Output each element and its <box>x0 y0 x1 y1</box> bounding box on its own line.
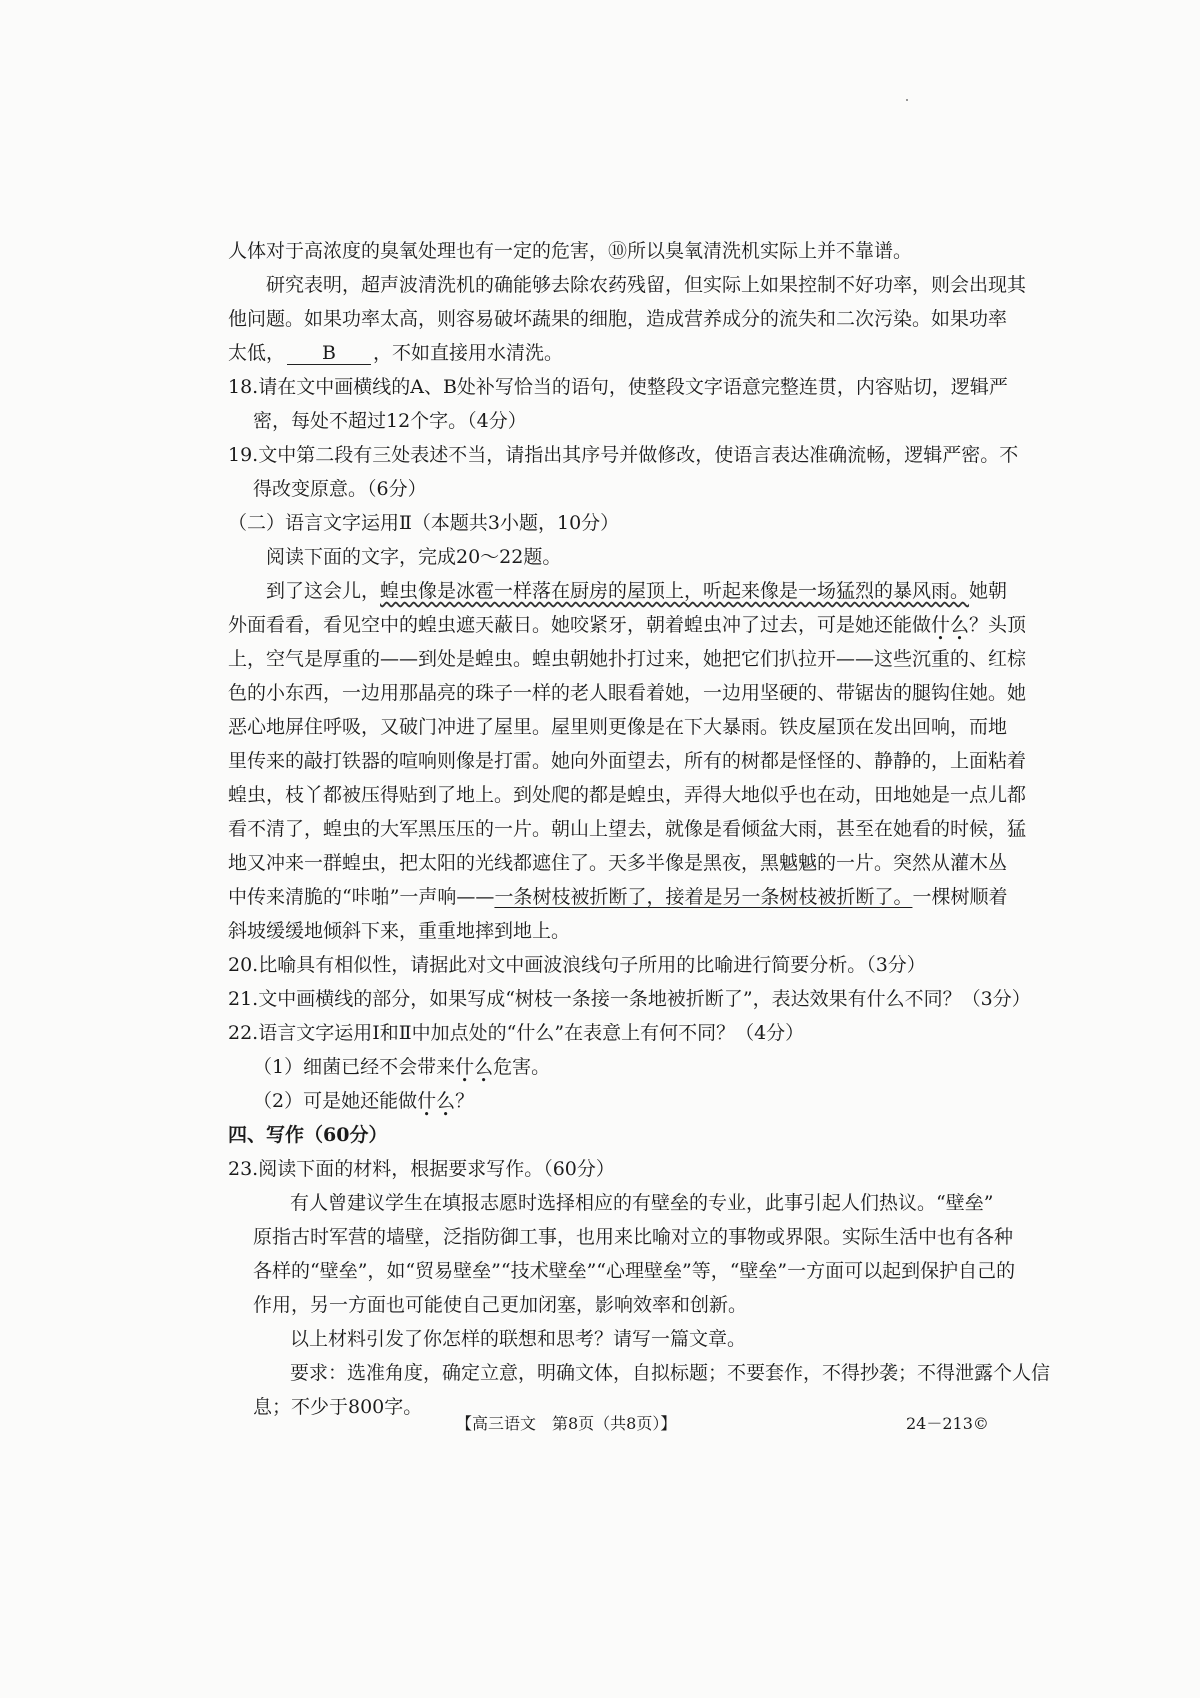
text-line: 得改变原意。（6分） <box>253 478 427 500</box>
text-line: 上，空气是厚重的——到处是蝗虫。蝗虫朝她扑打过来，她把它们扒拉开——这些沉重的、红棕 <box>228 648 1027 670</box>
text-line: 研究表明，超声波清洗机的确能够去除农药残留，但实际上如果控制不好功率，则会出现其 <box>266 274 1027 296</box>
text-line: 蝗虫，枝丫都被压得贴到了地上。到处爬的都是蝗虫，弄得大地似乎也在动，田地她是一点儿都 <box>228 784 1027 806</box>
text-line: 息；不少于800字。 <box>253 1396 423 1418</box>
dotted-char: 么 <box>950 614 970 636</box>
text-fragment: ？头顶 <box>969 614 1027 636</box>
text-line <box>228 880 1008 914</box>
text-line: 看不清了，蝗虫的大军黑压压的一片。朝山上望去，就像是看倾盆大雨，甚至在她看的时候，猛 <box>228 818 1027 840</box>
text-fragment: （1）细菌已经不会带来 <box>253 1056 456 1078</box>
text-line: 人体对于高浓度的臭氧处理也有一定的危害，⑩所以臭氧清洗机实际上并不靠谱。 <box>228 240 913 262</box>
text-line <box>228 336 988 370</box>
blank-b: B <box>287 342 371 365</box>
text-line: 里传来的敲打铁器的喧响则像是打雷。她向外面望去，所有的树都是怪怪的、静静的，上面粘着 <box>228 750 1027 772</box>
dotted-char: 什 <box>931 614 951 636</box>
dotted-char: 么 <box>436 1090 456 1112</box>
exam-code: 24－213© <box>906 1414 989 1433</box>
section-heading: （二）语言文字运用Ⅱ（本题共3小题，10分） <box>228 512 620 534</box>
text-line: 他问题。如果功率太高，则容易破坏蔬果的细胞，造成营养成分的流失和二次污染。如果功率 <box>228 308 1008 330</box>
page-content <box>228 234 1051 1424</box>
text-fragment: 到了这会儿， <box>266 580 381 602</box>
text-line: 作用，另一方面也可能使自己更加闭塞，影响效率和创新。 <box>253 1294 748 1316</box>
text-fragment: （2）可是她还能做 <box>253 1090 418 1112</box>
underlined-sentence: 一条树枝被折断了，接着是另一条树枝被折断了。 <box>494 886 913 908</box>
text-fragment: 危害。 <box>493 1056 551 1078</box>
sub-item-1 <box>228 1050 988 1084</box>
wavy-underlined-sentence: 蝗虫像是冰雹一样落在厨房的屋顶上，听起来像是一场猛烈的暴风雨。 <box>380 580 970 602</box>
question-21: 21.文中画横线的部分，如果写成“树枝一条接一条地被折断了”，表达效果有什么不同？（3分） <box>228 988 1031 1010</box>
text-fragment: 一棵树顺着 <box>912 886 1008 908</box>
dotted-char: 么 <box>474 1056 494 1078</box>
text-line: 恶心地屏住呼吸，又破门冲进了屋里。屋里则更像是在下大暴雨。铁皮屋顶在发出回响，而地 <box>228 716 1008 738</box>
text-line: 阅读下面的文字，完成20～22题。 <box>266 546 562 568</box>
text-line: 以上材料引发了你怎样的联想和思考？请写一篇文章。 <box>290 1328 747 1350</box>
text-line: 有人曾建议学生在填报志愿时选择相应的有壁垒的专业，此事引起人们热议。“壁垒” <box>290 1192 994 1214</box>
question-22: 22.语言文字运用Ⅰ和Ⅱ中加点处的“什么”在表意上有何不同？（4分） <box>228 1022 805 1044</box>
question-19: 19.文中第二段有三处表述不当，请指出其序号并做修改，使语言表达准确流畅，逻辑严密。不 <box>228 444 1019 466</box>
scan-speck <box>906 99 908 101</box>
text-line: 各样的“壁垒”，如“贸易壁垒”“技术壁垒”“心理壁垒”等，“壁垒”一方面可以起到保护自己的 <box>253 1260 1016 1282</box>
text-line: 要求：选准角度，确定立意，明确文体，自拟标题；不要套作，不得抄袭；不得泄露个人信 <box>290 1362 1051 1384</box>
question-20: 20.比喻具有相似性，请据此对文中画波浪线句子所用的比喻进行简要分析。（3分） <box>228 954 926 976</box>
text-line <box>228 574 1008 608</box>
text-line <box>228 608 1027 642</box>
sub-item-2 <box>228 1084 988 1118</box>
text-fragment: ？ <box>455 1090 475 1112</box>
text-line: 密，每处不超过12个字。（4分） <box>253 410 527 432</box>
text-line: 地又冲来一群蝗虫，把太阳的光线都遮住了。天多半像是黑夜，黑魆魆的一片。突然从灌木丛 <box>228 852 1008 874</box>
text-fragment: ，不如直接用水清洗。 <box>373 342 564 364</box>
text-fragment: 中传来清脆的“咔啪”一声响—— <box>228 886 495 908</box>
dotted-char: 什 <box>455 1056 475 1078</box>
text-line: 斜坡缓缓地倾斜下来，重重地摔到地上。 <box>228 920 571 942</box>
text-fragment: 她朝 <box>969 580 1008 602</box>
text-line: 色的小东西，一边用那晶亮的珠子一样的老人眼看着她，一边用坚硬的、带锯齿的腿钩住她。她 <box>228 682 1027 704</box>
dotted-char: 什 <box>417 1090 437 1112</box>
text-line: 原指古时军营的墙壁，泛指防御工事，也用来比喻对立的事物或界限。实际生活中也有各种 <box>253 1226 1014 1248</box>
question-23: 23.阅读下面的材料，根据要求写作。（60分） <box>228 1158 615 1180</box>
question-18: 18.请在文中画横线的A、B处补写恰当的语句，使整段文字语意完整连贯，内容贴切，逻辑严 <box>228 376 1008 398</box>
text-fragment: 外面看看，看见空中的蝗虫遮天蔽日。她咬紧牙，朝着蝗虫冲了过去，可是她还能做 <box>228 614 932 636</box>
text-fragment: 太低， <box>228 342 286 364</box>
section-heading: 四、写作（60分） <box>228 1124 388 1146</box>
page-footer: 【高三语文 第8页（共8页）】 <box>456 1414 677 1433</box>
